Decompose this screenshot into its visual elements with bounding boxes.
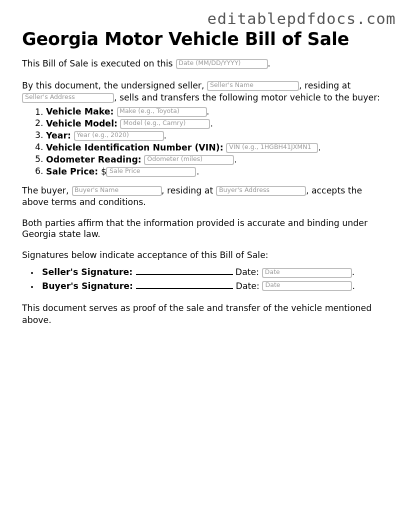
vehicle-model-label: Vehicle Model:: [46, 119, 118, 130]
list-item-buyer-signature: • Buyer's Signature: Date: Date .: [42, 280, 388, 293]
sale-date-field[interactable]: Date (MM/DD/YYYY): [176, 59, 268, 69]
document-title: Georgia Motor Vehicle Bill of Sale: [22, 30, 350, 50]
list-item-sale-price: 6. Sale Price: $ Sale Price .: [46, 167, 388, 179]
signatures-intro: Signatures below indicate acceptance of this Bill of Sale:: [22, 250, 269, 261]
list-item-vehicle-model: 2. Vehicle Model: Model (e.g., Camry) .: [46, 119, 388, 131]
sale-price-label: Sale Price:: [46, 167, 99, 178]
year-label: Year:: [46, 131, 72, 142]
seller-text: By this document, the undersigned seller,: [22, 81, 205, 92]
list-item-seller-signature: • Seller's Signature: Date: Date .: [42, 266, 388, 279]
seller-name-field[interactable]: Seller's Name: [207, 81, 299, 91]
year-field[interactable]: Year (e.g., 2020): [74, 131, 164, 141]
odometer-field[interactable]: Odometer (miles): [144, 155, 234, 165]
buyer-name-field[interactable]: Buyer's Name: [72, 186, 162, 196]
seller-signature-line[interactable]: [136, 266, 233, 275]
vehicle-make-field[interactable]: Make (e.g., Toyota): [117, 107, 207, 117]
intro-text: This Bill of Sale is executed on this: [22, 59, 173, 70]
intro-period: .: [267, 59, 271, 70]
buyer-text: The buyer,: [22, 186, 69, 197]
seller-address-field[interactable]: Seller's Address: [22, 93, 114, 103]
buyer-date-label: Date:: [235, 281, 260, 292]
vehicle-details-list: [22, 107, 388, 178]
buyer-signature-label: Buyer's Signature:: [42, 281, 133, 292]
vin-field[interactable]: VIN (e.g., 1HGBH41JXMN1: [226, 143, 318, 153]
buyer-address-field[interactable]: Buyer's Address: [216, 186, 306, 196]
seller-transfer-text: , sells and transfers the following motor vehicle to the buyer:: [114, 93, 380, 104]
vin-label: Vehicle Identification Number (VIN):: [46, 143, 224, 154]
sale-price-field[interactable]: Sale Price: [106, 167, 196, 177]
currency-symbol: $: [100, 167, 107, 178]
list-item-odometer: 5. Odometer Reading: Odometer (miles) .: [46, 155, 388, 167]
vehicle-make-label: Vehicle Make:: [46, 107, 114, 118]
watermark: editablepdfdocs.com: [207, 10, 396, 28]
seller-date-label: Date:: [235, 268, 260, 279]
buyer-residing-text: , residing at: [161, 186, 214, 197]
buyer-date-field[interactable]: Date: [262, 281, 352, 291]
odometer-label: Odometer Reading:: [46, 155, 142, 166]
list-item-vehicle-make: 1. Vehicle Make: Make (e.g., Toyota) .: [46, 107, 388, 119]
seller-signature-label: Seller's Signature:: [42, 268, 133, 279]
closing-paragraph: This document serves as proof of the sale and transfer of the vehicle mentioned above.: [22, 304, 372, 326]
affirm-paragraph: Both parties affirm that the information provided is accurate and binding under Georgia state law.: [22, 218, 368, 241]
seller-residing-text: , residing at: [299, 81, 351, 92]
list-item-vin: 4. Vehicle Identification Number (VIN): VIN (e.g., 1HGBH41JXMN1 .: [46, 143, 388, 155]
buyer-accepts-text: , accepts the above terms and conditions.: [22, 186, 363, 209]
seller-date-field[interactable]: Date: [262, 268, 352, 278]
signatures-list: [22, 266, 388, 293]
buyer-paragraph: [22, 186, 388, 210]
document-body: [22, 30, 388, 327]
buyer-signature-line[interactable]: [136, 280, 233, 289]
seller-paragraph: [22, 81, 388, 105]
intro-paragraph: [22, 59, 388, 71]
vehicle-model-field[interactable]: Model (e.g., Camry): [120, 119, 210, 129]
list-item-year: 3. Year: Year (e.g., 2020) .: [46, 131, 388, 143]
